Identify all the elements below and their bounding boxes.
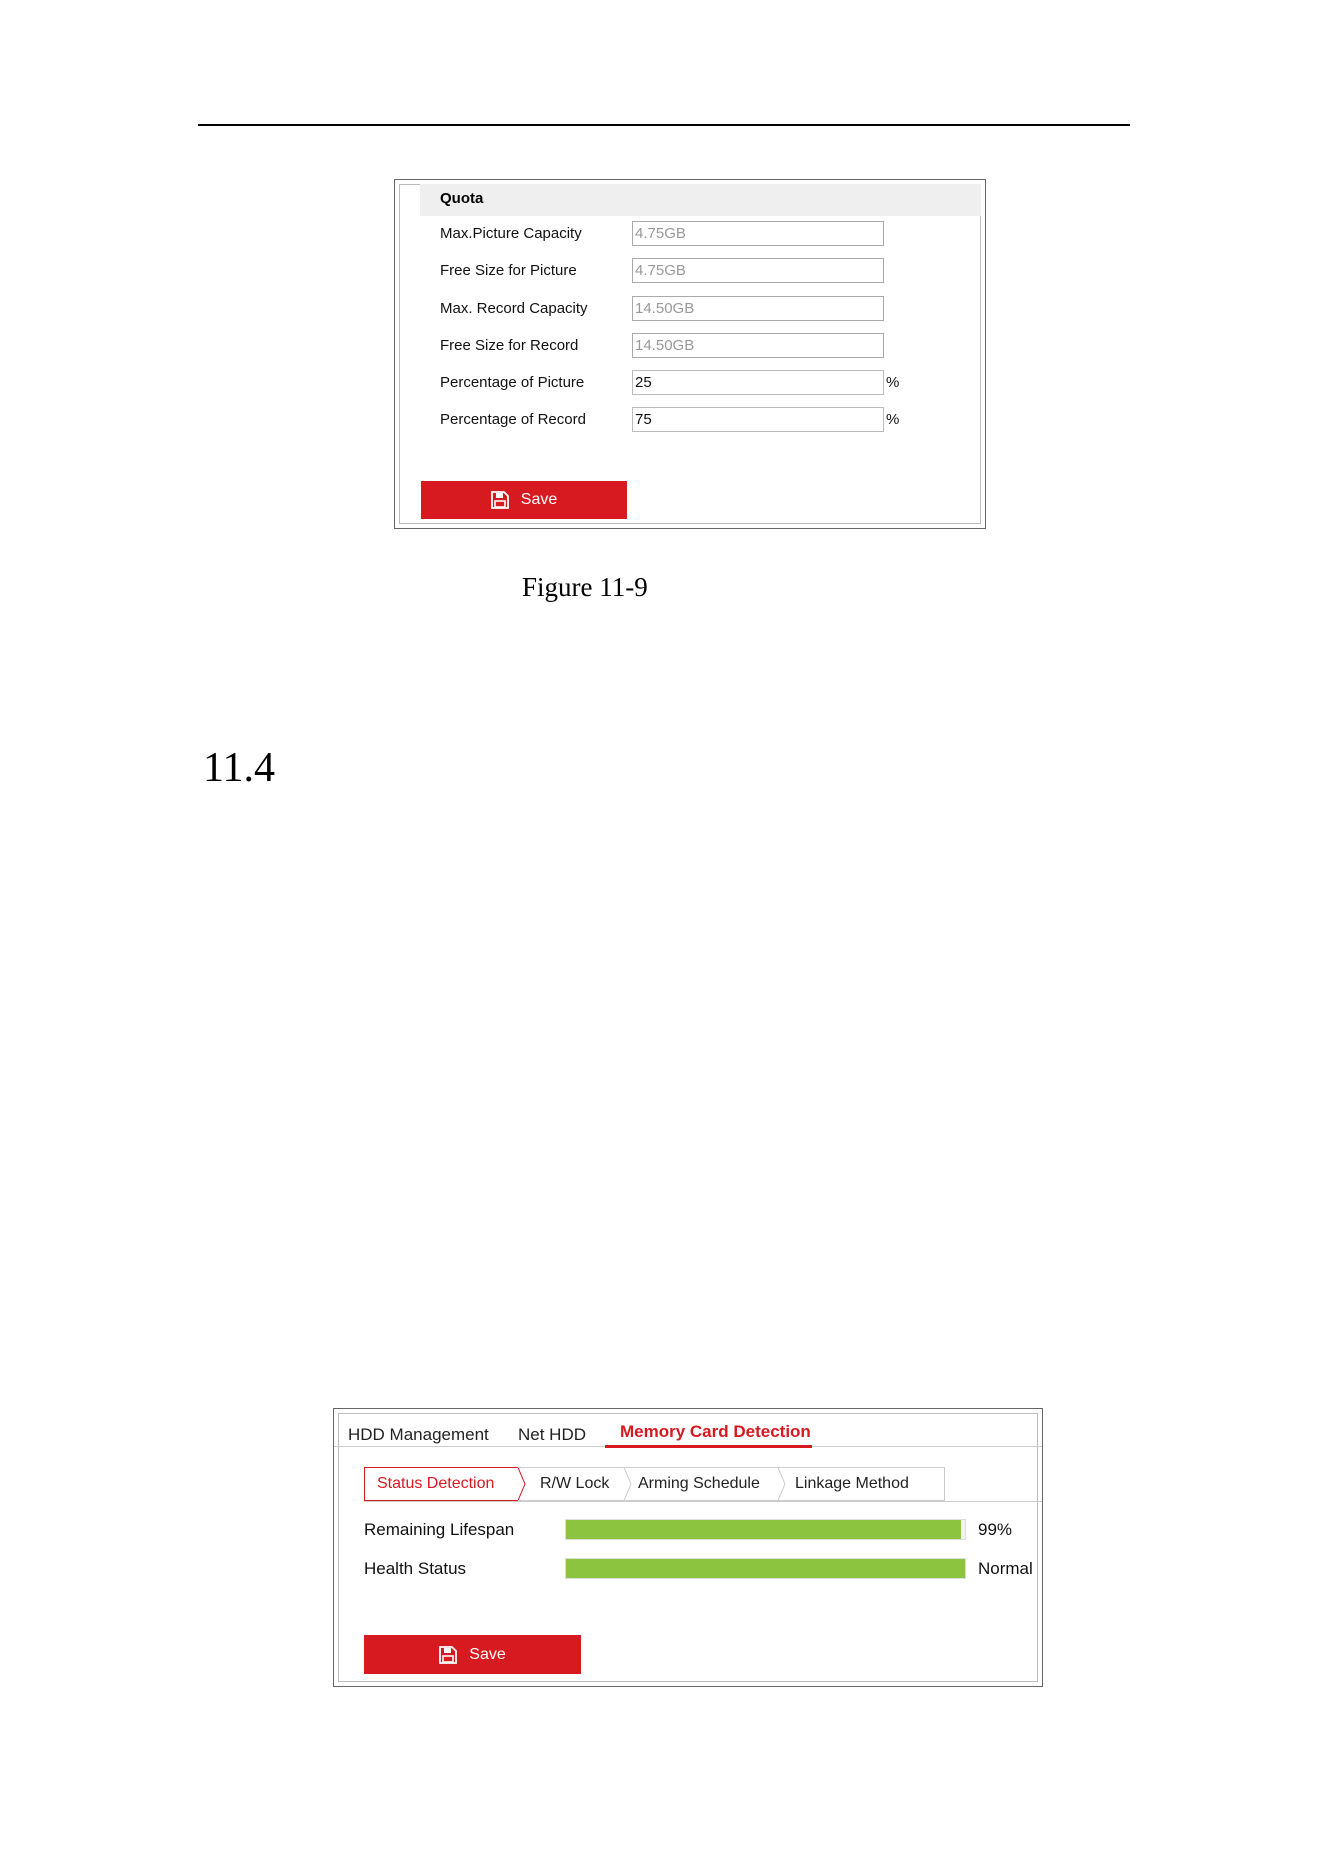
- quota-save-label: Save: [520, 491, 558, 508]
- subtab-arming-schedule[interactable]: Arming Schedule: [638, 1475, 760, 1492]
- field-row-percentage-record: [440, 407, 960, 432]
- active-tab-underline: [605, 1445, 812, 1448]
- percentage-picture-label: Percentage of Picture: [440, 374, 585, 391]
- percentage-record-label: Percentage of Record: [440, 411, 586, 428]
- health-status-value: Normal: [978, 1559, 1033, 1578]
- max-record-capacity-field: 14.50GB: [632, 296, 884, 321]
- quota-panel: [394, 179, 986, 529]
- remaining-lifespan-value: 99%: [978, 1520, 1013, 1539]
- memory-card-panel: [333, 1408, 1043, 1687]
- quota-save-button[interactable]: [421, 481, 627, 519]
- subtab-linkage-method[interactable]: Linkage Method: [795, 1475, 909, 1492]
- subtab-rw-lock[interactable]: R/W Lock: [540, 1475, 610, 1492]
- tab-memory-card-detection[interactable]: Memory Card Detection: [620, 1422, 811, 1441]
- field-row-free-size-record: [440, 333, 960, 358]
- health-status-bar: [565, 1558, 966, 1579]
- percentage-record-input[interactable]: 75: [632, 407, 884, 432]
- quota-title: Quota: [440, 190, 484, 207]
- max-picture-capacity-field: 4.75GB: [632, 221, 884, 246]
- percentage-picture-unit: %: [886, 374, 900, 391]
- memory-card-save-label: Save: [469, 1645, 506, 1663]
- section-number: 11.4: [203, 745, 275, 791]
- field-row-max-record-capacity: [440, 296, 960, 321]
- free-size-picture-field: 4.75GB: [632, 258, 884, 283]
- health-status-label: Health Status: [364, 1559, 467, 1578]
- field-row-free-size-picture: [440, 258, 960, 283]
- page-header-rule: [198, 124, 1130, 126]
- tab-hdd-management[interactable]: HDD Management: [348, 1425, 489, 1444]
- max-record-capacity-label: Max. Record Capacity: [440, 300, 588, 317]
- free-size-picture-label: Free Size for Picture: [440, 262, 577, 279]
- field-row-max-picture-capacity: [440, 221, 960, 246]
- remaining-lifespan-bar: [565, 1519, 966, 1540]
- health-status-bar-fill: [566, 1559, 965, 1578]
- subtab-status-detection[interactable]: Status Detection: [377, 1475, 495, 1492]
- field-row-percentage-picture: [440, 370, 960, 395]
- floppy-disk-icon: [491, 491, 509, 509]
- subtabs-divider: [364, 1501, 1042, 1502]
- remaining-lifespan-bar-fill: [566, 1520, 961, 1539]
- remaining-lifespan-label: Remaining Lifespan: [364, 1520, 515, 1539]
- max-picture-capacity-label: Max.Picture Capacity: [440, 225, 582, 242]
- free-size-record-label: Free Size for Record: [440, 337, 579, 354]
- memory-card-save-button[interactable]: [364, 1635, 581, 1674]
- subtab-bar: [364, 1467, 945, 1501]
- quota-header-bar: [420, 184, 981, 216]
- percentage-picture-input[interactable]: 25: [632, 370, 884, 395]
- floppy-disk-icon: [439, 1646, 457, 1664]
- free-size-record-field: 14.50GB: [632, 333, 884, 358]
- percentage-record-unit: %: [886, 411, 900, 428]
- tab-net-hdd[interactable]: Net HDD: [518, 1425, 587, 1444]
- figure-caption: Figure 11-9: [522, 572, 648, 602]
